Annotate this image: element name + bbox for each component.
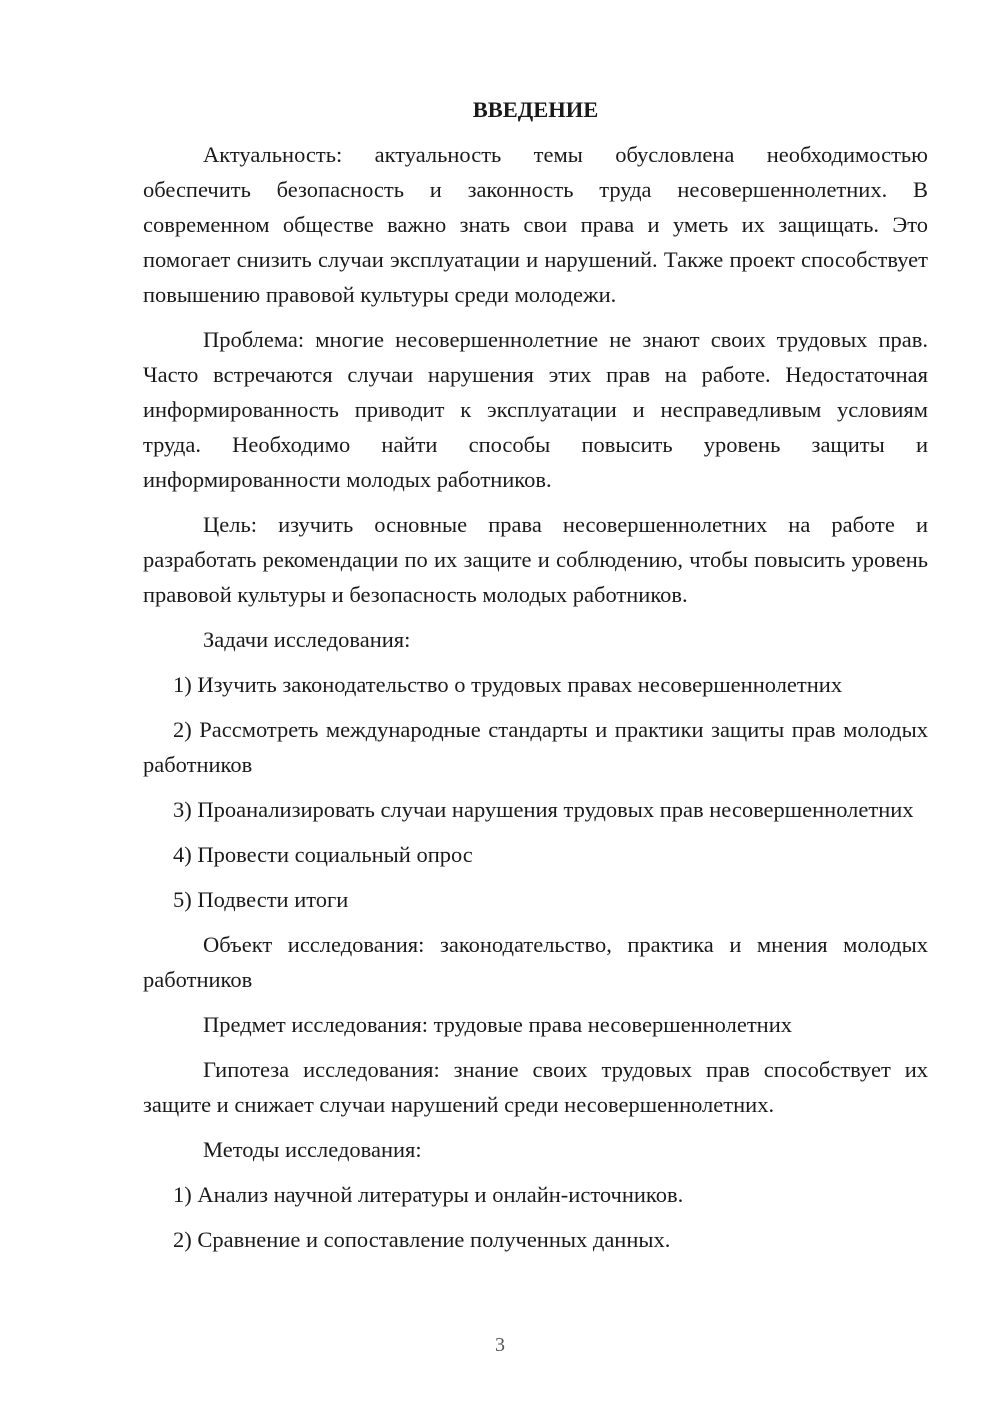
hypothesis-paragraph: Гипотеза исследования: знание своих трудовых прав способствует их защите и снижает случаи нарушений среди несовершеннолетних. bbox=[143, 1057, 928, 1117]
subject-paragraph: Предмет исследования: трудовые права несовершеннолетних bbox=[203, 1012, 793, 1037]
task-item-5: 5) Подвести итоги bbox=[173, 887, 349, 912]
method-item-1: 1) Анализ научной литературы и онлайн-источников. bbox=[173, 1182, 684, 1207]
object-paragraph: Объект исследования: законодательство, практика и мнения молодых работников bbox=[143, 932, 928, 992]
relevance-paragraph: Актуальность: актуальность темы обусловлена необходимостью обеспечить безопасность и законность труда несовершеннолетних. В современном обществе важно знать свои права и уметь их защищать. Это помогает снизить случаи эксплуатации и нарушений. Также проект способствует повышению правовой культуры среди молодежи. bbox=[143, 142, 928, 307]
page-title: ВВЕДЕНИЕ bbox=[472, 97, 599, 122]
method-item-2: 2) Сравнение и сопоставление полученных данных. bbox=[173, 1227, 671, 1252]
task-item-3: 3) Проанализировать случаи нарушения трудовых прав несовершеннолетних bbox=[173, 797, 914, 822]
goal-paragraph: Цель: изучить основные права несовершеннолетних на работе и разработать рекомендации по их защите и соблюдению, чтобы повысить уровень правовой культуры и безопасность молодых работников. bbox=[143, 512, 928, 607]
problem-paragraph: Проблема: многие несовершеннолетние не знают своих трудовых прав. Часто встречаются случаи нарушения этих прав на работе. Недостаточная информированность приводит к эксплуатации и несправедливым условиям труда. Необходимо найти способы повысить уровень защиты и информированности молодых работников. bbox=[143, 327, 928, 492]
document-page bbox=[143, 92, 928, 1267]
page-number: 3 bbox=[495, 1334, 505, 1356]
methods-heading: Методы исследования: bbox=[203, 1137, 422, 1162]
task-item-2: 2) Рассмотреть международные стандарты и практики защиты прав молодых работников bbox=[143, 717, 928, 777]
task-item-1: 1) Изучить законодательство о трудовых правах несовершеннолетних bbox=[173, 672, 843, 697]
tasks-heading: Задачи исследования: bbox=[203, 627, 411, 652]
task-item-4: 4) Провести социальный опрос bbox=[173, 842, 473, 867]
